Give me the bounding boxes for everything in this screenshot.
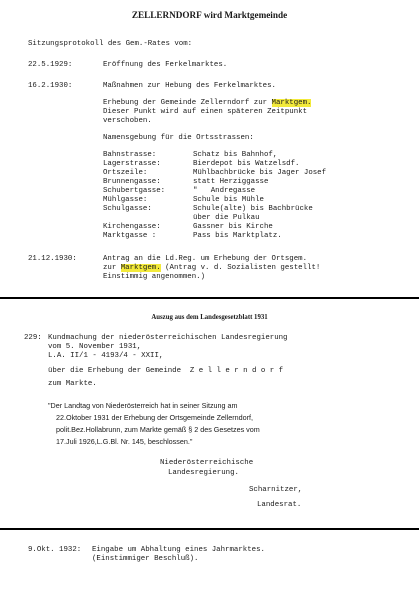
law-quote: 22.Oktober 1931 der Erhebung der Ortsgemeinde Zellerndorf, (56, 413, 253, 422)
street-row (103, 196, 264, 205)
street-row (103, 169, 326, 178)
entry-text: Antrag an die Ld.Reg. um Erhebung der Ortsgem. (103, 255, 308, 263)
protocol-heading: Sitzungsprotokoll des Gem.-Rates vom: (28, 40, 193, 48)
street-row (103, 178, 268, 187)
entry-date: 16.2.1930: (28, 82, 73, 90)
law-quote: 17.Juli 1926,L.G.Bl. Nr. 145, beschlossen." (56, 437, 193, 446)
street-name: Brunnengasse: (103, 178, 161, 186)
street-name: Schubertgasse: (103, 187, 166, 195)
entry-text: Einstimmig angenommen.) (103, 273, 206, 281)
street-row (103, 214, 260, 223)
entry-text-b: (Antrag v. d. Sozialisten gestellt! (160, 264, 321, 272)
signature-org: Niederösterreichische (160, 459, 254, 467)
street-name: Kirchengasse: (103, 223, 161, 231)
highlight-marktgem: Marktgem. (120, 264, 161, 272)
street-row (103, 205, 313, 214)
signature-name: Scharnitzer, (249, 486, 303, 494)
street-row (103, 187, 255, 196)
law-text: vom 5. November 1931, (48, 343, 142, 351)
entry-date: 9.Okt. 1932: (28, 546, 82, 554)
law-text: L.A. II/1 - 4193/4 - XXII, (48, 352, 164, 360)
street-desc: Schule(alte) bis Bachbrücke (193, 205, 313, 213)
law-text: zum Markte. (48, 380, 97, 388)
street-row (103, 160, 299, 169)
street-desc: Mühlbachbrücke bis Jager Josef (193, 169, 327, 177)
entry-text (103, 99, 311, 108)
street-name: Bahnstrasse: (103, 151, 157, 159)
street-row (103, 232, 282, 241)
street-desc: Pass bis Marktplatz. (193, 232, 282, 240)
page-title: ZELLERNDORF wird Marktgemeinde (131, 10, 288, 20)
entry-text-a: zur (103, 264, 121, 272)
street-desc: Gassner bis Kirche (193, 223, 273, 231)
street-desc: über die Pulkau (193, 214, 260, 222)
street-name: Mühlgasse: (103, 196, 148, 204)
street-desc: statt Herziggasse (193, 178, 269, 186)
entry-date: 22.5.1929: (28, 61, 73, 69)
streets-heading: Namensgebung für die Ortsstrassen: (103, 134, 254, 142)
law-quote: polit.Bez.Hollabrunn, zum Markte gemäß § 2 des Gesetzes vom (56, 425, 260, 434)
signature-title: Landesrat. (257, 501, 302, 509)
law-quote: "Der Landtag von Niederösterreich hat in seiner Sitzung am (48, 401, 238, 410)
street-desc: Schatz bis Bahnhof, (193, 151, 278, 159)
entry-text-a: Erhebung der Gemeinde Zellerndorf zur (103, 99, 272, 107)
highlight-marktgem: Marktgem. (271, 99, 312, 107)
street-name: Ortszeile: (103, 169, 148, 177)
law-text: Kundmachung der niederösterreichischen Landesregierung (48, 334, 288, 342)
street-desc: " Andregasse (193, 187, 256, 195)
street-name: Schulgasse: (103, 205, 152, 213)
street-row (103, 151, 277, 160)
entry-text: Eröffnung des Ferkelmarktes. (103, 61, 228, 69)
street-name: Marktgasse : (103, 232, 157, 240)
street-desc: Bierdepot bis Watzelsdf. (193, 160, 300, 168)
section-divider (0, 297, 419, 299)
entry-text: Maßnahmen zur Hebung des Ferkelmarktes. (103, 82, 276, 90)
law-text: über die Erhebung der Gemeinde Z e l l e r n d o r f (48, 367, 284, 375)
signature-org: Landesregierung. (168, 469, 239, 477)
law-number: 229: (24, 334, 42, 342)
street-desc: Schule bis Mühle (193, 196, 264, 204)
law-heading: Auszug aus dem Landesgesetzblatt 1931 (151, 314, 268, 321)
entry-text: Dieser Punkt wird auf einen späteren Zeitpunkt (103, 108, 308, 116)
section-divider (0, 528, 419, 530)
entry-date: 21.12.1930: (28, 255, 77, 263)
entry-text: (Einstimmiger Beschluß). (92, 555, 199, 563)
entry-text (103, 264, 320, 273)
street-name: Lagerstrasse: (103, 160, 161, 168)
entry-text: verschoben. (103, 117, 152, 125)
street-row (103, 223, 273, 232)
entry-text: Eingabe um Abhaltung eines Jahrmarktes. (92, 546, 265, 554)
